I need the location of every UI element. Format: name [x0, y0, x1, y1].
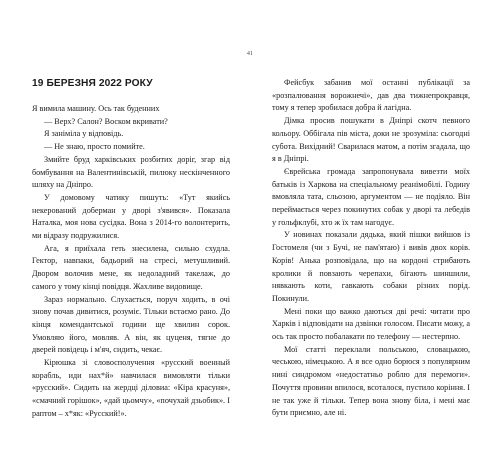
paragraph: Мені поки що важко даються дві речі: читати про Харків і відповідати на дзвінки голосом. Писати можу, а ось так просто побалакати по телефону — нестерпно.	[272, 306, 470, 342]
paragraph: Ага, я приїхала геть знесилена, сильно схудла. Гектор, навпаки, бадьорий на стресі, метушливий. Двором волочив мене, як недоладний такелаж, до самого у тому кінці повідця. Жахливе видовище.	[32, 243, 230, 291]
paragraph: Дімка просив пошукати в Дніпрі скотч певного кольору. Оббігала пів міста, доки не зрозуміла: сьогодні субота. Вихідний! Сварилася матом, а потім згадала, що я в Дніпрі.	[272, 116, 470, 164]
page-number: 41	[246, 50, 254, 57]
paragraph: Я заніміла у відповідь.	[44, 129, 124, 139]
paragraph: — Верх? Салон? Воском вкривати?	[44, 116, 168, 126]
chapter-heading: 19 БЕРЕЗНЯ 2022 РОКУ	[32, 78, 153, 89]
paragraph: Зараз нормально. Слухається, поруч ходить, в очі знову почав дивитися, розуміє. Тільки встаємо рано. До кінця комендантської години ще хвилин сорок. Умовляю його, мовляв. А він, як цуценя, тягне до дверей повідець і м'яч, сидить, чекає.	[32, 294, 230, 355]
right-column	[272, 77, 470, 420]
paragraph: У домовому чатику пишуть: «Тут якийсь некерований доберман у дворі з'явився». Показала Наталка, моя нова сусідка. Вона з 2014-го волонтерить, ми відразу подружилися.	[32, 192, 230, 241]
paragraph: — Не знаю, просто помийте.	[44, 142, 145, 152]
paragraph: Змийте бруд харківських розбитих доріг, згар від бомбування на Валентинівській, пилюку нескінченного шляху на Дніпро.	[32, 154, 230, 190]
paragraph: У новинах показали дядька, який пішки вийшов із Гостомеля (чи з Бучі, не пам'ятаю) і вивів двох корів. Корів! Анька розповідала, що на кордоні стрибають кролики й повзають черепахи, бігають шиншили, нявкають коти, гавкають собаки різних порід. Покинули.	[272, 230, 470, 303]
left-column	[32, 77, 230, 421]
paragraph: Я вимила машину. Ось так буденних	[32, 104, 160, 113]
paragraph: Фейсбук забанив мої останні публікації за «розпалювання ворожнечі», дав два тижнепрокравця, тому я тепер зробилася добра й лагідна.	[272, 78, 470, 113]
paragraph: Єврейська громада запропонувала вивезти моїх батьків із Харкова на спеціальному реанімобілі. Годину вмовляла тата, сльозою, аргументом — не подіяло. Він переймається через покинутих собак у дворі та лебедів у гольфклубі, хто ж їх там нагодує.	[272, 166, 470, 227]
paragraph: Кірюшка зі словосполучення «русский военный корабль, иди нах*й» навчилася вимовляти тільки «русский». Сидить на жердці діловиа: «Кіра красуня», «смачний горішок», «дай цьомчу», «почухай дзьобик». І раптом – х*як: «Русский!».	[32, 358, 230, 418]
paragraph: Мої статті переклали польською, словацькою, чеською, німецькою. А я все одно борюся з популярним нині синдромом «недостатньо роблю для перемоги». Почуття провини впилося, всоталося, пустило коріння. І не так уже й тільки. Тепер вона знову біла, і мені має бути приємно, але ні.	[272, 344, 470, 418]
